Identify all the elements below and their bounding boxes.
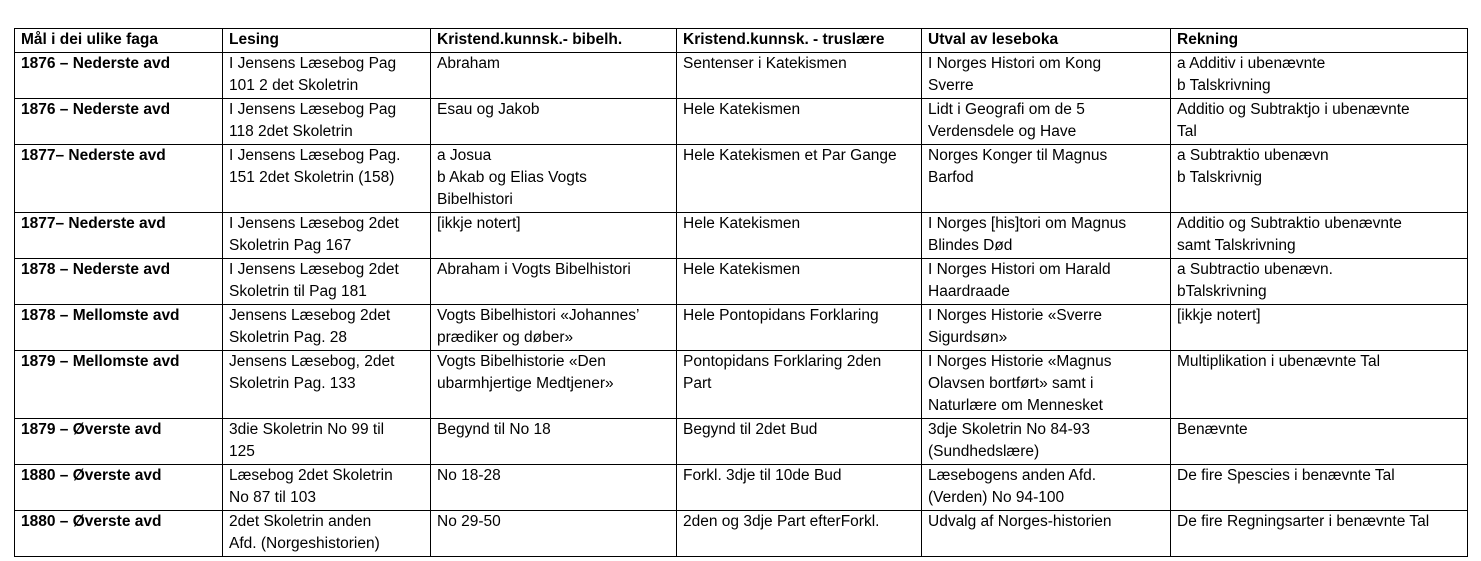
row-label-cell: 1877– Nederste avd: [15, 145, 223, 213]
cell-text-line: (Verden) No 94-100: [928, 489, 1065, 506]
header-row: [15, 29, 1468, 53]
cell-text-line: Olavsen bortført» samt i: [928, 375, 1094, 392]
cell-text-line: Jensens Læsebog 2det: [229, 307, 391, 324]
cell-text-line: Abraham: [437, 55, 500, 72]
arithmetic-cell: [1171, 259, 1468, 305]
cell-text-line: Sigurdsøn»: [928, 329, 1008, 346]
cell-text-line: Hele Katekismen: [683, 261, 801, 278]
cell-text-line: I Jensens Læsebog Pag.: [229, 147, 401, 164]
cell-text-line: 101 2 det Skoletrin: [229, 77, 359, 94]
cell-text-line: Forkl. 3dje til 10de Bud: [683, 467, 842, 484]
bible-history-cell: [431, 465, 677, 511]
doctrine-cell: [677, 145, 922, 213]
doctrine-cell: [677, 511, 922, 557]
cell-text-line: De fire Spescies i benævnte Tal: [1177, 467, 1395, 484]
header-cell-doctrine: Kristend.kunnsk. - truslære: [677, 29, 922, 53]
bible-history-cell: [431, 351, 677, 419]
cell-text-line: 2det Skoletrin anden: [229, 513, 372, 530]
reading-cell: [223, 145, 431, 213]
cell-text-line: I Jensens Læsebog Pag: [229, 55, 397, 72]
reader-selection-cell: [922, 213, 1171, 259]
reading-cell: [223, 465, 431, 511]
cell-text-line: I Norges Histori om Kong: [928, 55, 1102, 72]
cell-text-line: I Jensens Læsebog 2det: [229, 215, 399, 232]
cell-text-line: Skoletrin Pag. 28: [229, 329, 348, 346]
cell-text-line: Esau og Jakob: [437, 101, 540, 118]
cell-text-line: b Talskrivnig: [1177, 169, 1263, 186]
cell-text-line: b Akab og Elias Vogts: [437, 169, 587, 186]
cell-text-line: Benævnte: [1177, 421, 1248, 438]
cell-text-line: Haardraade: [928, 283, 1010, 300]
table-row: [15, 53, 1468, 99]
cell-text-line: No 18-28: [437, 467, 501, 484]
reading-cell: [223, 99, 431, 145]
cell-text-line: Udvalg af Norges-historien: [928, 513, 1112, 530]
bible-history-cell: [431, 99, 677, 145]
cell-text-line: Tal: [1177, 123, 1197, 140]
cell-text-line: 151 2det Skoletrin (158): [229, 169, 395, 186]
cell-text-line: Additio og Subtraktjo i ubenævnte: [1177, 101, 1410, 118]
reading-cell: [223, 419, 431, 465]
cell-text-line: Part: [683, 375, 712, 392]
cell-text-line: Hele Katekismen: [683, 215, 801, 232]
table-row: [15, 511, 1468, 557]
cell-text-line: I Jensens Læsebog 2det: [229, 261, 399, 278]
row-label-cell: 1880 – Øverste avd: [15, 511, 223, 557]
cell-text-line: Bibelhistori: [437, 191, 513, 208]
arithmetic-cell: [1171, 465, 1468, 511]
cell-text-line: No 29-50: [437, 513, 501, 530]
cell-text-line: Multiplikation i ubenævnte Tal: [1177, 353, 1381, 370]
arithmetic-cell: [1171, 99, 1468, 145]
cell-text-line: Skoletrin Pag 167: [229, 237, 352, 254]
header-cell-arithmetic: Rekning: [1171, 29, 1468, 53]
cell-text-line: Additio og Subtraktio ubenævnte: [1177, 215, 1402, 232]
cell-text-line: Begynd til No 18: [437, 421, 551, 438]
reader-selection-cell: [922, 99, 1171, 145]
cell-text-line: I Norges Historie «Magnus: [928, 353, 1112, 370]
cell-text-line: Begynd til 2det Bud: [683, 421, 818, 438]
reading-cell: [223, 351, 431, 419]
table-body: [15, 53, 1468, 557]
table-row: [15, 213, 1468, 259]
row-label-cell: 1877– Nederste avd: [15, 213, 223, 259]
arithmetic-cell: [1171, 419, 1468, 465]
cell-text-line: I Norges [his]tori om Magnus: [928, 215, 1127, 232]
cell-text-line: Blindes Død: [928, 237, 1013, 254]
cell-text-line: 3dje Skoletrin No 84-93: [928, 421, 1090, 438]
cell-text-line: Naturlære om Mennesket: [928, 397, 1103, 414]
doctrine-cell: [677, 419, 922, 465]
arithmetic-cell: [1171, 213, 1468, 259]
cell-text-line: Barfod: [928, 169, 974, 186]
bible-history-cell: [431, 511, 677, 557]
cell-text-line: Sverre: [928, 77, 974, 94]
cell-text-line: 3die Skoletrin No 99 til: [229, 421, 385, 438]
cell-text-line: Verdensdele og Have: [928, 123, 1077, 140]
bible-history-cell: [431, 419, 677, 465]
arithmetic-cell: [1171, 511, 1468, 557]
cell-text-line: samt Talskrivning: [1177, 237, 1296, 254]
cell-text-line: bTalskrivning: [1177, 283, 1267, 300]
bible-history-cell: [431, 213, 677, 259]
header-cell-reading: Lesing: [223, 29, 431, 53]
header-cell-goals: Mål i dei ulike faga: [15, 29, 223, 53]
table-row: [15, 305, 1468, 351]
cell-text-line: prædiker og døber»: [437, 329, 574, 346]
cell-text-line: No 87 til 103: [229, 489, 317, 506]
reader-selection-cell: [922, 465, 1171, 511]
reading-cell: [223, 53, 431, 99]
table-row: [15, 145, 1468, 213]
cell-text-line: Afd. (Norgeshistorien): [229, 535, 380, 552]
cell-text-line: Abraham i Vogts Bibelhistori: [437, 261, 631, 278]
row-label-cell: 1878 – Mellomste avd: [15, 305, 223, 351]
reading-cell: [223, 213, 431, 259]
table-row: [15, 351, 1468, 419]
table-row: [15, 419, 1468, 465]
cell-text-line: a Subtractio ubenævn.: [1177, 261, 1333, 278]
cell-text-line: Hele Katekismen et Par Gange: [683, 147, 897, 164]
reader-selection-cell: [922, 145, 1171, 213]
cell-text-line: Skoletrin Pag. 133: [229, 375, 356, 392]
table-row: [15, 99, 1468, 145]
row-label-cell: 1879 – Øverste avd: [15, 419, 223, 465]
cell-text-line: [ikkje notert]: [1177, 307, 1261, 324]
reader-selection-cell: [922, 305, 1171, 351]
cell-text-line: Hele Pontopidans Forklaring: [683, 307, 879, 324]
reader-selection-cell: [922, 53, 1171, 99]
reading-cell: [223, 259, 431, 305]
cell-text-line: 125: [229, 443, 255, 460]
cell-text-line: I Norges Historie «Sverre: [928, 307, 1103, 324]
cell-text-line: Vogts Bibelhistorie «Den: [437, 353, 606, 370]
arithmetic-cell: [1171, 305, 1468, 351]
row-label-cell: 1878 – Nederste avd: [15, 259, 223, 305]
arithmetic-cell: [1171, 53, 1468, 99]
reader-selection-cell: [922, 511, 1171, 557]
bible-history-cell: [431, 53, 677, 99]
cell-text-line: I Jensens Læsebog Pag: [229, 101, 397, 118]
cell-text-line: Hele Katekismen: [683, 101, 801, 118]
doctrine-cell: [677, 465, 922, 511]
row-label-cell: 1876 – Nederste avd: [15, 99, 223, 145]
cell-text-line: Norges Konger til Magnus: [928, 147, 1108, 164]
header-cell-reader-selection: Utval av leseboka: [922, 29, 1171, 53]
arithmetic-cell: [1171, 351, 1468, 419]
curriculum-table: [14, 28, 1468, 557]
header-cell-bible-history: Kristend.kunnsk.- bibelh.: [431, 29, 677, 53]
cell-text-line: Lidt i Geografi om de 5: [928, 101, 1085, 118]
reader-selection-cell: [922, 351, 1171, 419]
cell-text-line: De fire Regningsarter i benævnte Tal: [1177, 513, 1430, 530]
cell-text-line: a Josua: [437, 147, 492, 164]
cell-text-line: Læsebog 2det Skoletrin: [229, 467, 393, 484]
row-label-cell: 1880 – Øverste avd: [15, 465, 223, 511]
reader-selection-cell: [922, 419, 1171, 465]
doctrine-cell: [677, 99, 922, 145]
cell-text-line: Læsebogens anden Afd.: [928, 467, 1097, 484]
doctrine-cell: [677, 259, 922, 305]
cell-text-line: [ikkje notert]: [437, 215, 521, 232]
cell-text-line: a Additiv i ubenævnte: [1177, 55, 1326, 72]
doctrine-cell: [677, 305, 922, 351]
bible-history-cell: [431, 305, 677, 351]
doctrine-cell: [677, 213, 922, 259]
cell-text-line: Jensens Læsebog, 2det: [229, 353, 395, 370]
reader-selection-cell: [922, 259, 1171, 305]
table-row: [15, 259, 1468, 305]
doctrine-cell: [677, 53, 922, 99]
cell-text-line: Pontopidans Forklaring 2den: [683, 353, 882, 370]
cell-text-line: I Norges Histori om Harald: [928, 261, 1111, 278]
reading-cell: [223, 305, 431, 351]
cell-text-line: Vogts Bibelhistori «Johannes’: [437, 307, 640, 324]
cell-text-line: 2den og 3dje Part efterForkl.: [683, 513, 880, 530]
cell-text-line: Sentenser i Katekismen: [683, 55, 847, 72]
row-label-cell: 1879 – Mellomste avd: [15, 351, 223, 419]
table-row: [15, 465, 1468, 511]
cell-text-line: (Sundhedslære): [928, 443, 1040, 460]
arithmetic-cell: [1171, 145, 1468, 213]
cell-text-line: a Subtraktio ubenævn: [1177, 147, 1329, 164]
reading-cell: [223, 511, 431, 557]
row-label-cell: 1876 – Nederste avd: [15, 53, 223, 99]
cell-text-line: b Talskrivning: [1177, 77, 1271, 94]
bible-history-cell: [431, 259, 677, 305]
bible-history-cell: [431, 145, 677, 213]
cell-text-line: 118 2det Skoletrin: [229, 123, 353, 140]
cell-text-line: ubarmhjertige Medtjener»: [437, 375, 614, 392]
cell-text-line: Skoletrin til Pag 181: [229, 283, 367, 300]
doctrine-cell: [677, 351, 922, 419]
